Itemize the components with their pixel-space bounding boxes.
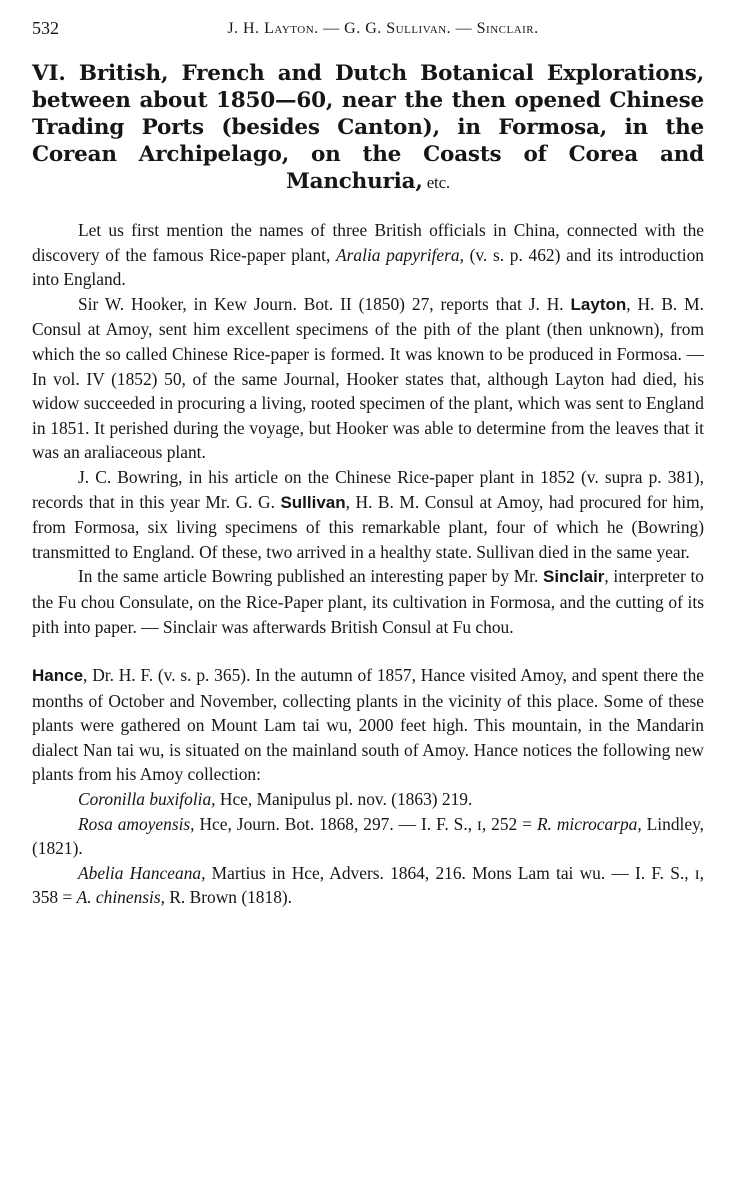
- species-name: Abelia Hanceana,: [78, 862, 206, 883]
- paragraph-text: (v. s. p. 462) and its introduction into England.: [32, 244, 704, 290]
- reference-text: Hce, Journ. Bot. 1868, 297. — I. F. S., ɪ, 252 =: [194, 813, 537, 834]
- paragraph-text: In the same article Bowring published an interesting paper by Mr.: [78, 566, 543, 587]
- paragraph-text: , Dr. H. F. (v. s. p. 365). In the autumn of 1857, Hance visited Amoy, and spent there the months of October and November, collecting plants in the vicinity of this place. Some of these plants were gathered on Mount Lam tai wu, 2000 feet high. This mountain, in the Mandarin dialect Nan tai wu, is situated on the mainland south of Amoy. Hance notices the following new plants from his Amoy collection:: [32, 665, 704, 785]
- running-title-part: .: [534, 20, 539, 37]
- person-name-layton: Layton: [570, 294, 627, 314]
- paragraph-hance: [32, 663, 704, 787]
- section-heading-tail: etc.: [422, 173, 450, 192]
- paragraph-sinclair: [32, 564, 704, 639]
- body-text: [32, 218, 704, 910]
- book-page: [32, 18, 704, 910]
- paragraph-layton: [32, 292, 704, 465]
- reference-entry: [32, 861, 704, 910]
- running-head: [32, 18, 704, 46]
- running-title-part: J. H.: [227, 20, 265, 37]
- running-title-name-layton: Layton: [264, 20, 315, 37]
- person-name-sinclair: Sinclair: [542, 567, 605, 587]
- species-name: R. microcarpa,: [536, 813, 642, 834]
- reference-text: Martius in Hce, Advers. 1864, 216. Mons Lam tai wu. — I. F. S., ɪ, 358 =: [32, 862, 704, 908]
- paragraph-text: Let us first mention the names of three British officials in China, connected with the discovery of the famous Rice-paper plant,: [32, 220, 704, 265]
- species-name: Rosa amoyensis,: [78, 813, 195, 834]
- species-name: Coronilla buxifolia,: [78, 789, 216, 810]
- species-name: Aralia papyrifera,: [336, 244, 464, 265]
- paragraph-rice-paper-intro: [32, 218, 704, 292]
- paragraph-text: J. C. Bowring, in his article on the Chinese Rice-paper plant in 1852 (v. supra p. 381), records that in this year Mr. G. G.: [32, 466, 704, 512]
- paragraph-text: , H. B. M. Consul at Amoy, had procured for him, from Formosa, six living specimens of this remarkable plant, four of which he (Bowring) transmitted to England. Of these, two arrived in a healthy state. Sullivan died in the same year.: [32, 491, 704, 562]
- reference-entry: [32, 787, 704, 812]
- paragraph-text: , interpreter to the Fu chou Consulate, on the Rice-Paper plant, its cultivation in Formosa, and the cutting of its pith into paper. — Sinclair was afterwards British Consul at Fu chou.: [32, 566, 704, 637]
- paragraph-sullivan: [32, 465, 704, 564]
- paragraph-text: , H. B. M. Consul at Amoy, sent him excellent specimens of the pith of the plant (then unknown), from which the so called Chinese Rice-paper is formed. It was known to be produced in Formosa. — In vol. IV (1852) 50, of the same Journal, Hooker states that, although Layton had died, his widow succeeded in procuring a living, rooted specimen of the plant, which was sent to England in 1851. It perished during the voyage, but Hooker was able to determine from the leaves that it was an araliaceous plant.: [32, 293, 704, 463]
- species-name: A. chinensis,: [76, 887, 165, 908]
- person-name-hance: Hance: [32, 666, 84, 686]
- person-name-sullivan: Sullivan: [280, 492, 346, 512]
- reference-text: Hce, Manipulus pl. nov. (1863) 219.: [215, 789, 473, 810]
- section-heading-text: VI. British, French and Dutch Botanical Explorations, between about 1850—60, near the then opened Chinese Trading Ports (besides Canton), in Formosa, in the Corean Archipelago, on the Coasts of Corea and Manchuria,: [32, 61, 704, 194]
- running-title-part: . — G. G.: [314, 20, 387, 37]
- section-heading: [32, 60, 704, 196]
- paragraph-text: Sir W. Hooker, in Kew Journ. Bot. II (1850) 27, reports that J. H.: [78, 293, 571, 314]
- page-number: 532: [32, 18, 59, 38]
- running-title-name-sinclair: Sinclair: [476, 20, 535, 37]
- running-title-part: . —: [446, 20, 477, 37]
- running-title-name-sullivan: Sullivan: [386, 20, 447, 37]
- reference-entry: [32, 812, 704, 861]
- reference-text: Lindley, (1821).: [32, 813, 704, 859]
- reference-text: R. Brown (1818).: [164, 887, 293, 908]
- running-title: [32, 20, 704, 38]
